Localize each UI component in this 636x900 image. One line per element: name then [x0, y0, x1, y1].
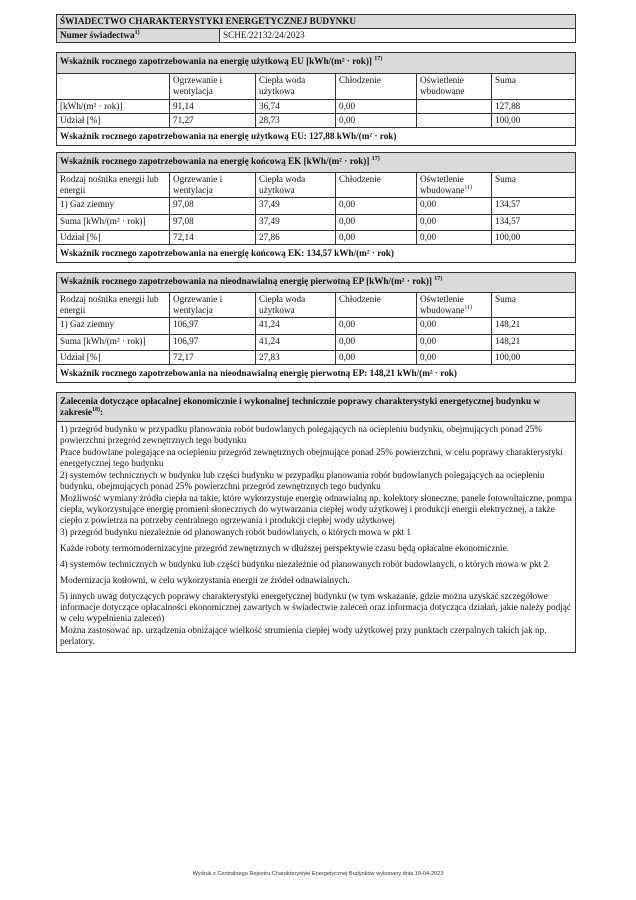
- table-row: [57, 231, 576, 245]
- ep-header-cell: Oświetlenie wbudowane$^{11)}$: [417, 293, 492, 318]
- recommendation-paragraph: 2) systemów technicznych w budynku lub części budynku w przypadku planowania robót budowlanych polegających na ociepleniu budynku, obejmujących ponad 25% powierzchni przegród zewnętrznych tego budynku: [60, 470, 545, 491]
- table-row: [57, 100, 576, 114]
- table-cell: 0,00: [336, 351, 417, 365]
- ep-header-cell: Chłodzenie: [336, 293, 417, 318]
- table-cell: 1) Gaz ziemny: [57, 318, 170, 335]
- table-cell: 106,97: [170, 335, 256, 351]
- recommendation-paragraph: Prace budowlane polegające na ociepleniu przegród zewnętrznych obejmujące ponad 25% powierzchni, w celu poprawy charakterystyki energetycznej tego budynku: [60, 447, 563, 468]
- table-cell: 71,27: [170, 114, 256, 128]
- table-cell: 0,00: [417, 231, 492, 245]
- table-cell: 100,00: [492, 114, 576, 128]
- table-cell: [417, 100, 492, 114]
- ep-header-cell: Ciepła woda użytkowa: [256, 293, 336, 318]
- table-cell: 37,49: [256, 198, 336, 215]
- table-cell: 91,14: [170, 100, 256, 114]
- recommendation-paragraph: Można zastosować np. urządzenia obniżające wielkość strumienia ciepłej wody użytkowej przy punktach czerpalnych takich jak np. perlatory.: [60, 625, 547, 646]
- table-row: [57, 198, 576, 215]
- table-cell: 148,21: [492, 318, 576, 335]
- eu-title: Wskaźnik rocznego zapotrzebowania na energię użytkową EU [kWh/(m² · rok)] $^{17)}$: [57, 53, 576, 74]
- ep-section: [56, 272, 576, 383]
- recommendation-paragraph: Modernizacja kotłowni, w celu wykorzystania energii ze źródeł odnawialnych.: [60, 575, 350, 585]
- eu-section: [56, 52, 576, 146]
- table-cell: 72,17: [170, 351, 256, 365]
- ep-title: Wskaźnik rocznego zapotrzebowania na nieodnawialną energię pierwotną EP [kWh/(m² · rok)] $^{17)}$: [57, 273, 576, 293]
- table-cell: 37,49: [256, 215, 336, 231]
- table-cell: [417, 114, 492, 128]
- table-cell: 134,57: [492, 215, 576, 231]
- table-row: [57, 335, 576, 351]
- ep-header-cell: Suma: [492, 293, 576, 318]
- table-cell: 0,00: [336, 100, 417, 114]
- table-cell: 27,86: [256, 231, 336, 245]
- table-cell: 100,00: [492, 351, 576, 365]
- recommendations-body: [57, 422, 576, 653]
- ek-header-cell: Chłodzenie: [336, 173, 417, 198]
- eu-header-cell: Oświetlenie wbudowane: [417, 74, 492, 100]
- recommendation-paragraph: Możliwość wymiany źródła ciepła na takie, które wykorzystuje energię odnawialną np. kolektory słoneczne, panele fotowoltaiczne, pompa ciepła, wykorzystujące energię promieni słonecznych do wytwarzania ciepłej wody użytkowej i produkcji energii elektrycznej, a także ciepło z powietrza na potrzeby centralnego ogrzewania i produkcji ciepłej wody użytkowej: [60, 493, 572, 525]
- table-cell: Udział [%]: [57, 351, 170, 365]
- table-cell: 0,00: [417, 318, 492, 335]
- table-cell: 0,00: [417, 215, 492, 231]
- recommendations-section: [56, 392, 576, 653]
- table-cell: 0,00: [336, 231, 417, 245]
- table-cell: 127,88: [492, 100, 576, 114]
- table-cell: 0,00: [336, 215, 417, 231]
- table-cell: [kWh/(m² · rok)]: [57, 100, 170, 114]
- table-cell: 0,00: [336, 335, 417, 351]
- print-footer: Wydruk z Centralnego Rejestru Charakterystyki Energetycznej Budynków wykonany dnia 19-04-2023: [192, 871, 444, 877]
- table-cell: 0,00: [417, 198, 492, 215]
- table-cell: Udział [%]: [57, 231, 170, 245]
- table-row: [57, 215, 576, 231]
- certificate-number-label: Numer świadectwa$^{1)}$: [57, 29, 220, 43]
- ek-title: Wskaźnik rocznego zapotrzebowania na energię końcową EK [kWh/(m² · rok)] $^{17)}$: [57, 153, 576, 173]
- certificate-number-value: SCHE/22132/24/2023: [220, 29, 576, 43]
- certificate-header: [56, 14, 576, 43]
- recommendation-paragraph: 3) przegród budynku niezależnie od planowanych robót budowlanych, o których mowa w pkt 1: [60, 527, 412, 537]
- table-cell: 28,73: [256, 114, 336, 128]
- eu-summary: Wskaźnik rocznego zapotrzebowania na energię użytkową EU: 127,88 kWh/(m² · rok): [57, 128, 576, 146]
- table-cell: 41,24: [256, 318, 336, 335]
- table-cell: 97,08: [170, 198, 256, 215]
- eu-header-cell: Ciepła woda użytkowa: [256, 74, 336, 100]
- table-row: [57, 351, 576, 365]
- ek-header-cell: Rodzaj nośnika energii lub energii: [57, 173, 170, 198]
- table-cell: Udział [%]: [57, 114, 170, 128]
- table-cell: Suma [kWh/(m² · rok)]: [57, 335, 170, 351]
- recommendation-paragraph: 1) przegród budynku w przypadku planowania robót budowlanych polegających na ociepleniu budynku, obejmujących ponad 25% powierzchni przegród zewnętrznych tego budynku: [60, 424, 542, 445]
- table-cell: 72,14: [170, 231, 256, 245]
- table-cell: 134,57: [492, 198, 576, 215]
- eu-header-cell: Suma: [492, 74, 576, 100]
- table-row: [57, 318, 576, 335]
- table-cell: 41,24: [256, 335, 336, 351]
- table-cell: 1) Gaz ziemny: [57, 198, 170, 215]
- table-cell: 0,00: [336, 318, 417, 335]
- ek-summary: Wskaźnik rocznego zapotrzebowania na energię końcową EK: 134,57 kWh/(m² · rok): [57, 245, 576, 263]
- table-cell: 100,00: [492, 231, 576, 245]
- ek-header-cell: Suma: [492, 173, 576, 198]
- table-cell: Suma [kWh/(m² · rok)]: [57, 215, 170, 231]
- table-cell: 106,97: [170, 318, 256, 335]
- table-cell: 148,21: [492, 335, 576, 351]
- eu-header-cell: Ogrzewanie i wentylacja: [170, 74, 256, 100]
- table-row: [57, 114, 576, 128]
- recommendation-paragraph: Każde roboty termomodernizacyjne przegród zewnętrznych w dłuższej perspektywie czasu będą opłacalne ekonomicznie.: [60, 543, 509, 553]
- ek-section: [56, 152, 576, 263]
- table-cell: 0,00: [336, 198, 417, 215]
- recommendation-paragraph: 4) systemów technicznych w budynku lub części budynku niezależnie od planowanych robót budowlanych, o których mowa w pkt 2: [60, 559, 549, 569]
- table-cell: 0,00: [417, 351, 492, 365]
- ep-header-cell: Ogrzewanie i wentylacja: [170, 293, 256, 318]
- ep-summary: Wskaźnik rocznego zapotrzebowania na nieodnawialną energię pierwotną EP: 148,21 kWh/(m² · rok): [57, 365, 576, 383]
- table-cell: 0,00: [417, 335, 492, 351]
- ep-header-cell: Rodzaj nośnika energii lub energii: [57, 293, 170, 318]
- table-cell: 0,00: [336, 114, 417, 128]
- eu-header-cell: Chłodzenie: [336, 74, 417, 100]
- table-cell: 27,83: [256, 351, 336, 365]
- table-cell: 97,08: [170, 215, 256, 231]
- table-cell: 36,74: [256, 100, 336, 114]
- ek-header-cell: Ciepła woda użytkowa: [256, 173, 336, 198]
- recommendation-paragraph: 5) innych uwag dotyczących poprawy charakterystyki energetycznej budynku (w tym wskazanie, gdzie można uzyskać szczegółowe informacje dotyczące opłacalności ekonomicznej zawartych w świadectwie zaleceń oraz informacja dotycząca działań, jakie należy podjąć w celu wypełnienia zaleceń): [60, 591, 571, 623]
- eu-header-cell: [57, 74, 170, 100]
- certificate-title: ŚWIADECTWO CHARAKTERYSTYKI ENERGETYCZNEJ BUDYNKU: [57, 15, 576, 29]
- recommendations-title: Zalecenia dotyczące opłacalnej ekonomicznie i wykonalnej technicznie poprawy charakterystyki energetycznej budynku w zakresie$^{18)}$:: [57, 393, 576, 422]
- ek-header-cell: Ogrzewanie i wentylacja: [170, 173, 256, 198]
- ek-header-cell: Oświetlenie wbudowane$^{11)}$: [417, 173, 492, 198]
